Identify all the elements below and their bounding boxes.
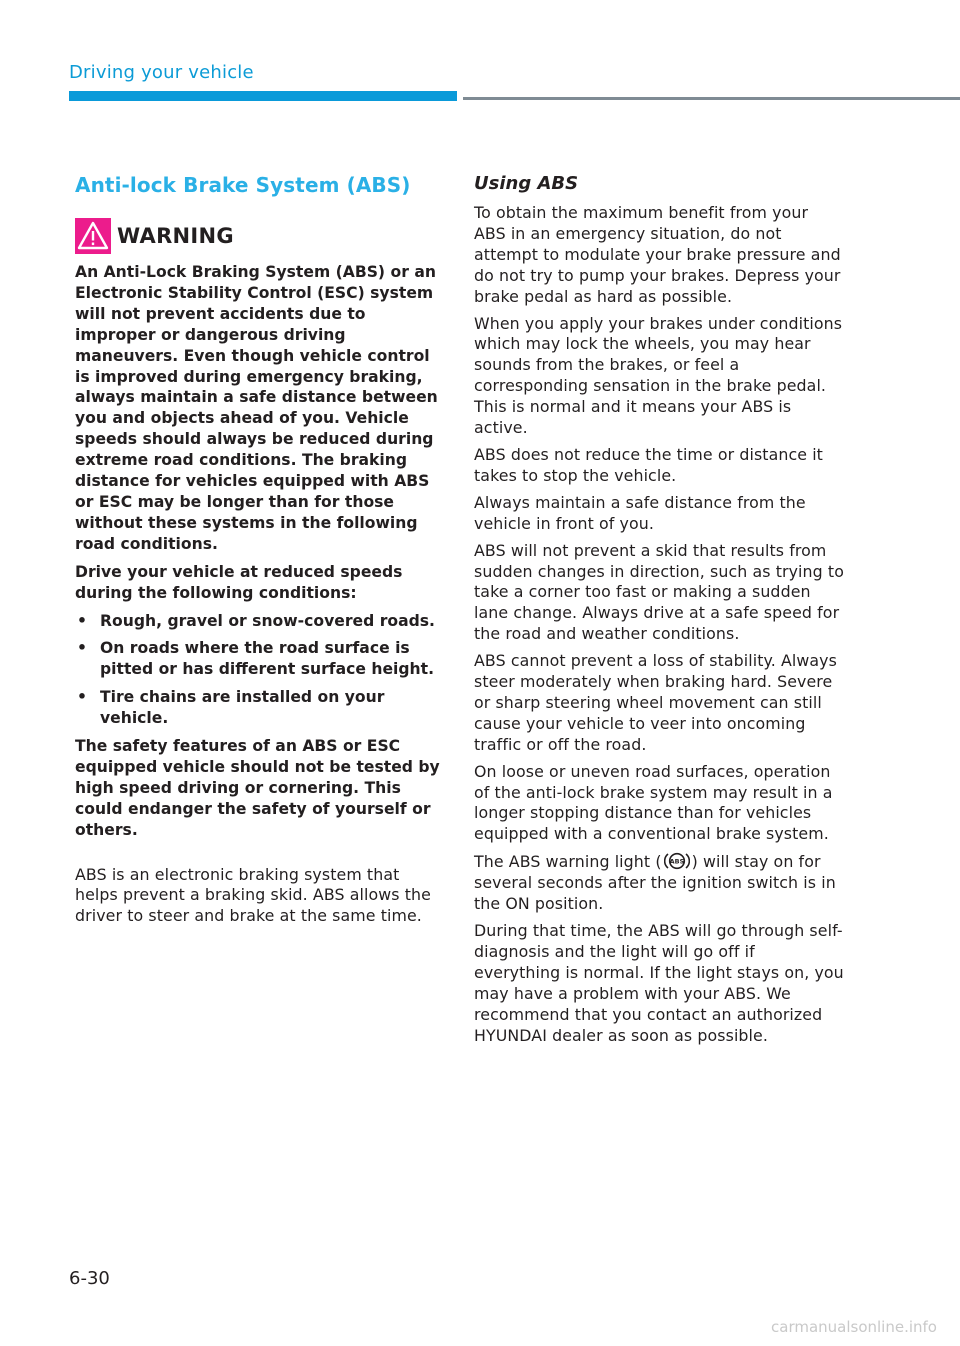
abs-warning-light-icon [664, 851, 690, 871]
header-accent-bar [69, 91, 457, 101]
paragraph: ABS will not prevent a skid that results from sudden changes in direction, such as trying to take a corner too fast or making a sudden lane change. Always drive at a safe speed for the road and weather conditions. [474, 540, 844, 644]
subheading: Using ABS [474, 173, 579, 194]
paragraph: On loose or uneven road surfaces, operation of the anti-lock brake system may result in a longer stopping distance than for vehicles equipped with a conventional brake system. [474, 761, 833, 844]
header-rule [463, 97, 960, 100]
paragraph: When you apply your brakes under conditions which may lock the wheels, you may hear sounds from the brakes, or feel a corresponding sensation in the brake pedal. This is normal and it means your ABS is active. [474, 313, 843, 438]
abs-description: ABS is an electronic braking system that helps prevent a braking skid. ABS allows the driver to steer and brake at the same time. [75, 864, 431, 926]
warning-label: WARNING [117, 224, 234, 248]
list-item: • Tire chains are installed on your vehicle. [77, 688, 385, 728]
warning-paragraph: An Anti-Lock Braking System (ABS) or an Electronic Stability Control (ESC) system will not prevent accidents due to improper or dangerous driving maneuvers. Even though vehicle control is improved during emergency braking, always maintain a safe distance between you and objects ahead of you. Vehicle speeds should always be reduced during extreme road conditions. The braking distance for vehicles equipped with ABS or ESC may be longer than for those without these systems in the following road conditions. [75, 263, 438, 553]
warning-closing: The safety features of an ABS or ESC equipped vehicle should not be tested by high speed driving or cornering. This could endanger the safety of yourself or others. [75, 737, 440, 839]
svg-text:ABS: ABS [669, 857, 684, 866]
paragraph: Always maintain a safe distance from the vehicle in front of you. [474, 492, 806, 533]
list-item: • Rough, gravel or snow-covered roads. [77, 611, 435, 630]
paragraph: During that time, the ABS will go through self-diagnosis and the light will go off if everything is normal. If the light stays on, you may have a problem with your ABS. We recommend that you contact an authorized HYUNDAI dealer as soon as possible. [474, 921, 844, 1045]
paragraph: To obtain the maximum benefit from your ABS in an emergency situation, do not attempt to modulate your brake pressure and do not try to pump your brakes. Depress your brake pedal as hard as possible. [474, 203, 841, 306]
left-column [75, 170, 440, 933]
right-column [474, 170, 844, 1052]
section-title: Anti-lock Brake System (ABS) [75, 173, 411, 197]
paragraph: ABS does not reduce the time or distance it takes to stop the vehicle. [474, 444, 823, 485]
list-item: • On roads where the road surface is pitted or has different surface height. [77, 639, 435, 679]
warning-light-paragraph: The ABS warning light ( ABS ) will stay on for several seconds after the ignition switch is in the ON position. [474, 852, 836, 914]
warning-paragraph: Drive your vehicle at reduced speeds during the following conditions: [75, 562, 403, 602]
warning-triangle-icon [75, 218, 111, 254]
warning-header [75, 217, 440, 255]
page-number: 6-30 [69, 1268, 110, 1289]
conditions-list [75, 611, 440, 730]
running-header: Driving your vehicle [69, 62, 254, 83]
paragraph: ABS cannot prevent a loss of stability. Always steer moderately when braking hard. Severe or sharp steering wheel movement can still cause your vehicle to veer into oncoming traffic or off the road. [474, 651, 837, 754]
watermark: carmanualsonline.info [771, 1318, 937, 1336]
